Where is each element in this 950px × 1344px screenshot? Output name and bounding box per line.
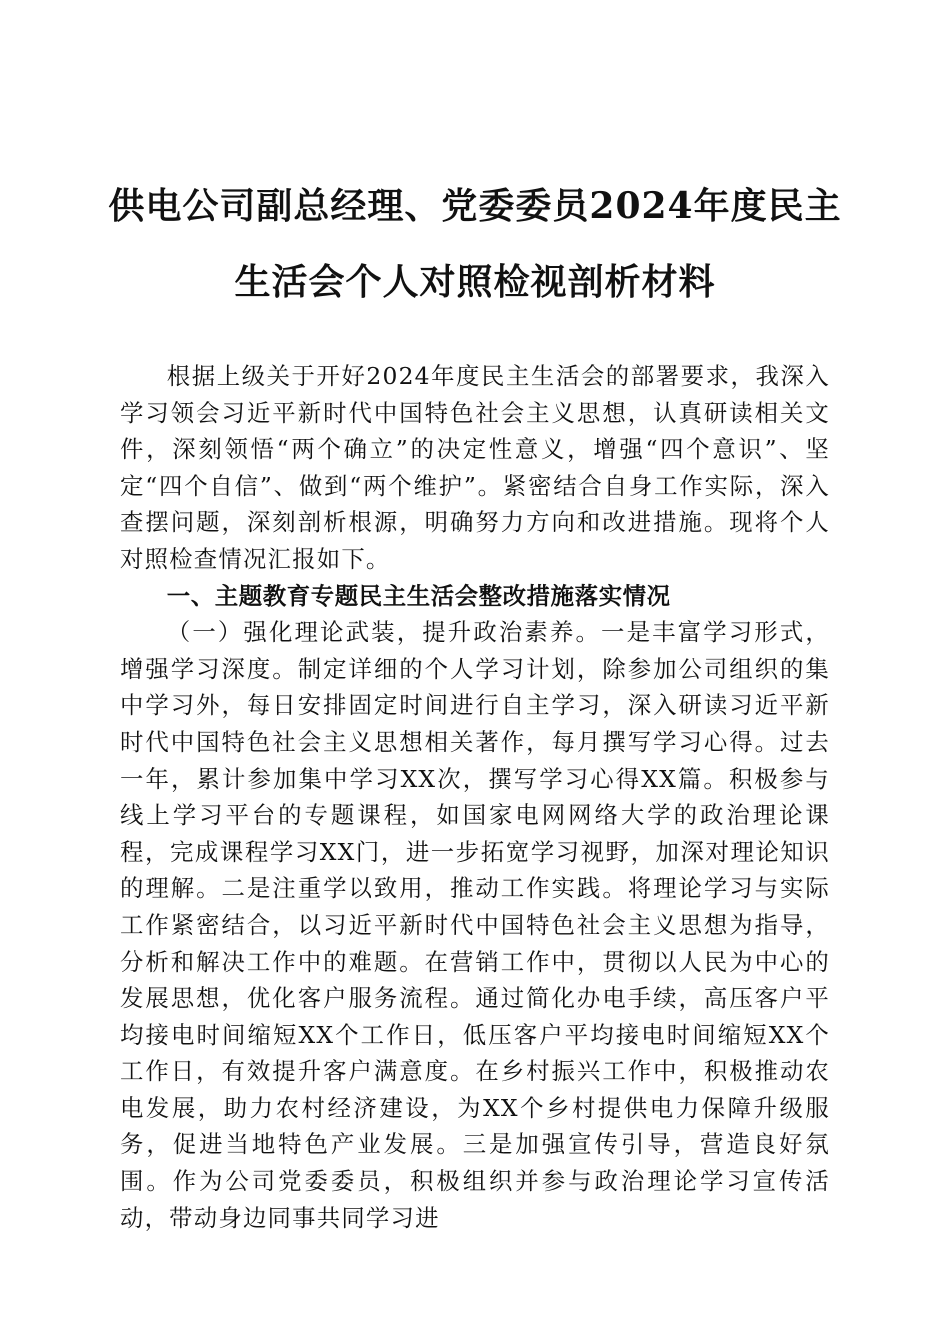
subsection-body: 一是丰富学习形式，增强学习深度。制定详细的个人学习计划，除参加公司组织的集中学习外，每日安排固定时间进行自主学习，深入研读习近平新时代中国特色社会主义思想相关著作，每月撰写学习心得。过去一年，累计参加集中学习XX次，撰写学习心得XX篇。积极参与线上学习平台的专题课程，如国家电网网络大学的政治理论课程，完成课程学习XX门，进一步拓宽学习视野，加深对理论知识的理解。二是注重学以致用，推动工作实践。将理论学习与实际工作紧密结合，以习近平新时代中国特色社会主义思想为指导，分析和解决工作中的难题。在营销工作中，贯彻以人民为中心的发展思想，优化客户服务流程。通过简化办电手续，高压客户平均接电时间缩短XX个工作日，低压客户平均接电时间缩短XX个工作日，有效提升客户满意度。在乡村振兴工作中，积极推动农电发展，助力农村经济建设，为XX个乡村提供电力保障升级服务，促进当地特色产业发展。三是加强宣传引导，营造良好氛围。作为公司党委委员，积极组织并参与政治理论学习宣传活动，带动身边同事共同学习进 [120, 618, 830, 1232]
title-line-1: 供电公司副总经理、党委委员2024年度民主 [108, 185, 842, 227]
subsection-paragraph-1 [120, 614, 830, 1236]
section-heading-1: 一、主题教育专题民主生活会整改措施落实情况 [166, 581, 671, 610]
intro-paragraph: 根据上级关于开好2024年度民主生活会的部署要求，我深入学习领会习近平新时代中国特色社会主义思想，认真研读相关文件，深刻领悟“两个确立”的决定性意义，增强“四个意识”、坚定“四个自信”、做到“两个维护”。紧密结合自身工作实际，深入查摆问题，深刻剖析根源，明确努力方向和改进措施。现将个人对照检查情况汇报如下。 [120, 362, 830, 573]
title-line-2: 生活会个人对照检视剖析材料 [234, 261, 716, 303]
document-body [120, 358, 830, 1236]
subsection-lead: （一）强化理论武装，提升政治素养。 [166, 618, 602, 647]
document-title [100, 168, 850, 320]
